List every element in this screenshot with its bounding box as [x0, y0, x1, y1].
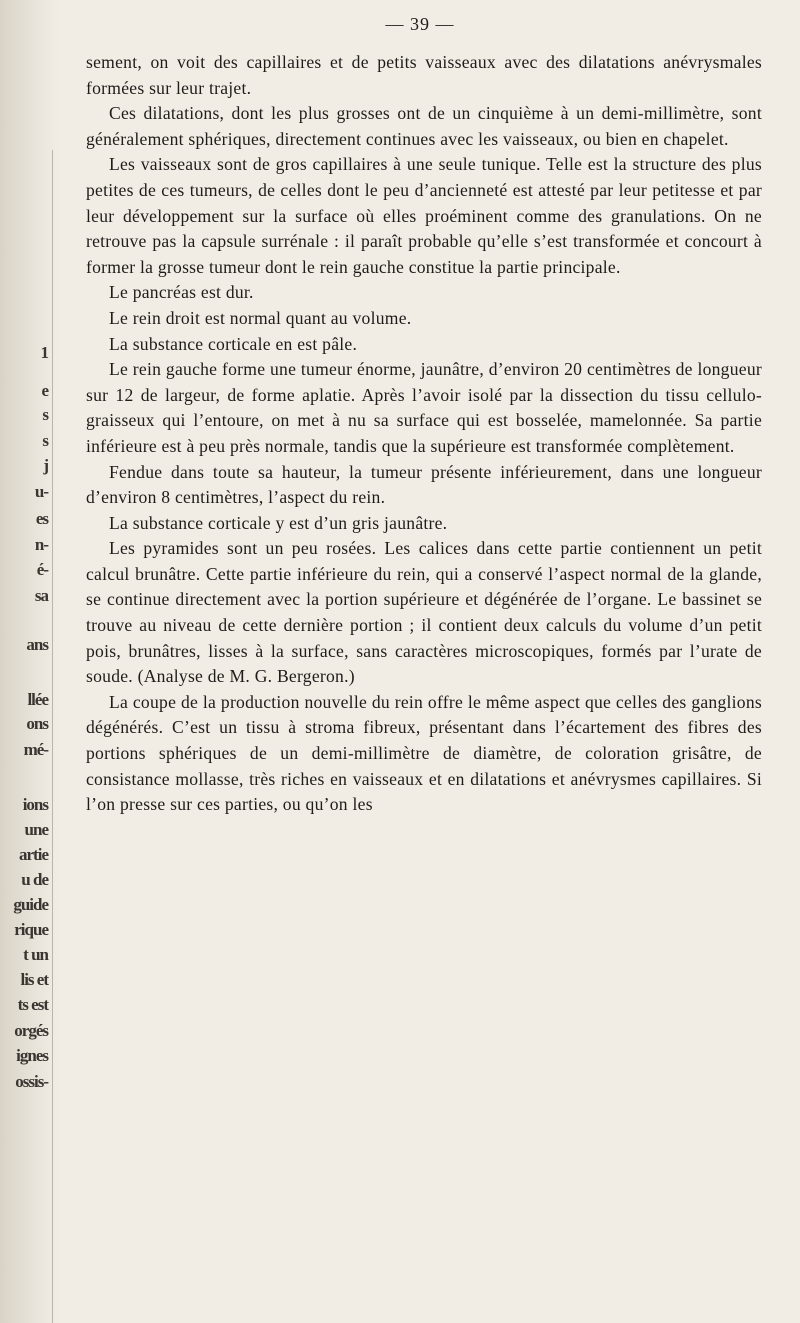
bleed-fragment: s — [42, 405, 48, 424]
bleed-fragment: u- — [34, 482, 48, 501]
bleed-fragment: s — [42, 431, 48, 450]
bleed-fragment: es — [35, 509, 48, 528]
paragraph: Les vaisseaux sont de gros capillaires à une seule tunique. Telle est la structure des plus petites de ces tumeurs, de celles dont le peu d’ancienneté est attesté par leur petitesse et par leur développement sur la surface où elles proéminent comme des granulations. On ne retrouve pas la capsule surrénale : il paraît probable qu’elle s’est transformée et concourt à former la grosse tumeur dont le rein gauche constitue la partie principale. — [86, 154, 762, 277]
bleed-fragment: rique — [14, 920, 48, 939]
facing-page-bleed — [0, 0, 50, 1323]
page-number: — 39 — — [385, 14, 455, 34]
body-text — [86, 50, 762, 818]
bleed-fragment: ions — [22, 795, 48, 814]
bleed-fragment: é- — [36, 560, 48, 579]
bleed-fragment: orgés — [14, 1021, 48, 1040]
paragraph: Fendue dans toute sa hauteur, la tumeur présente inférieurement, dans une longueur d’environ 8 centimètres, l’aspect du rein. — [86, 461, 762, 508]
bleed-fragment: ossis- — [15, 1072, 48, 1091]
paragraph: La coupe de la production nouvelle du rein offre le même aspect que celles des ganglions dégénérés. C’est un tissu à stroma fibreux, présentant dans l’écartement des fibres des portions sphériques de un demi-millimètre de diamètre, de coloration grisâtre, de consistance mollasse, très riches en vaisseaux et en dilatations et anévrysmes capillaires. Si l’on presse sur ces parties, ou qu’on les — [86, 691, 762, 815]
bleed-fragment: llée — [27, 690, 48, 709]
bleed-fragment: lis et — [20, 970, 48, 989]
bleed-fragment: artie — [19, 845, 48, 864]
bleed-fragment: une — [24, 820, 48, 839]
bleed-fragment: j — [43, 456, 48, 475]
bleed-fragment: ts est — [17, 995, 48, 1014]
bleed-fragment: ans — [26, 635, 48, 654]
paragraph: Les pyramides sont un peu rosées. Les calices dans cette partie contiennent un petit calcul brunâtre. Cette partie inférieure du rein, qui a conservé l’aspect normal de la glande, se continue directement avec la portion supérieure et dégénérée de l’organe. Le bassinet se trouve au niveau de cette dernière portion ; il contient deux calculs du volume d’un petit pois, brunâtres, lisses à la surface, sans caractères microscopiques, formés par l’urate de soude. (Analyse de M. G. Bergeron.) — [86, 538, 762, 687]
bleed-fragment: ignes — [16, 1046, 48, 1065]
bleed-fragment: n- — [34, 535, 48, 554]
bleed-fragment: mé- — [23, 740, 48, 759]
paragraph: Le rein droit est normal quant au volume. — [109, 307, 412, 328]
paragraph: La substance corticale y est d’un gris jaunâtre. — [109, 512, 448, 533]
bleed-fragment: t un — [23, 945, 48, 964]
paragraph: La substance corticale en est pâle. — [109, 333, 358, 354]
paragraph: sement, on voit des capillaires et de petits vaisseaux avec des dilatations anévrysmales formées sur leur trajet. — [86, 52, 762, 98]
paragraph: Le rein gauche forme une tumeur énorme, jaunâtre, d’environ 20 centimètres de longueur sur 12 de largeur, de forme aplatie. Après l’avoir isolé par la dissection du tissu cellulo-graisseux qui l’entoure, on met à nu sa surface qui est bosselée, mamelonnée. Sa partie inférieure est à peu près normale, tandis que la supérieure est transformée complètement. — [86, 359, 762, 456]
bleed-fragment: ons — [26, 714, 48, 733]
paragraph: Le pancréas est dur. — [109, 282, 254, 303]
bleed-fragment: guide — [13, 895, 48, 914]
binding-shadow — [52, 150, 53, 1323]
bleed-fragment: 1 — [40, 343, 48, 362]
bleed-fragment: u de — [21, 870, 48, 889]
paragraph: Ces dilatations, dont les plus grosses ont de un cinquième à un demi-millimètre, sont généralement sphériques, directement continues avec les vaisseaux, ou bien en chapelet. — [86, 103, 762, 149]
bleed-fragment: e — [41, 381, 48, 400]
bleed-fragment: sa — [34, 586, 48, 605]
